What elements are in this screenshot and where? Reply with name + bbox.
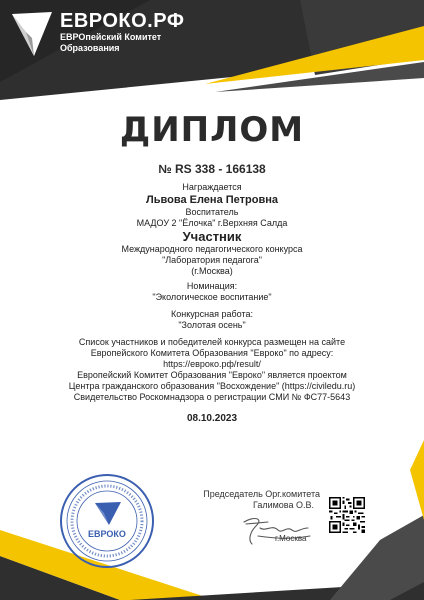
nomination-value: "Экологическое воспитание" <box>152 292 272 302</box>
work-value: "Золотая осень" <box>178 320 246 330</box>
diploma-content <box>40 162 384 424</box>
signatory-block <box>190 489 320 511</box>
signatory-title: Председатель Орг.комитета <box>203 489 320 499</box>
official-stamp <box>59 473 155 569</box>
paper-plane-icon <box>10 10 54 58</box>
contest-line-2: "Лаборатория педагога" <box>162 255 262 265</box>
info-line-6: Свидетельство Роскомнадзора о регистрации СМИ № ФС77-5643 <box>73 392 351 402</box>
work-label: Конкурсная работа: <box>170 309 253 319</box>
brand-name: ЕВРОКО.РФ <box>60 10 185 32</box>
recipient-position: Воспитатель <box>185 207 239 217</box>
info-line-2: Европейского Комитета Образования "Евроко" по адресу: <box>90 348 334 358</box>
nomination-label: Номинация: <box>186 281 238 291</box>
info-line-5: Центра гражданского образования "Восхождение" (https://civiledu.ru) <box>68 381 356 391</box>
info-line-3: https://евроко.рф/result/ <box>163 359 261 369</box>
handwritten-signature <box>238 514 318 550</box>
brand-logo <box>10 10 184 58</box>
contest-line-1: Международного педагогического конкурса <box>121 244 303 254</box>
info-line-1: Список участников и победителей конкурса размещен на сайте <box>78 337 346 347</box>
info-line-4: Европейский Комитет Образования "Евроко" является проектом <box>77 370 347 380</box>
diploma-title: ДИПЛОМ <box>119 110 305 150</box>
award-status: Участник <box>182 229 242 244</box>
signatory-city: г.Москва <box>275 534 307 543</box>
qr-code <box>329 497 365 533</box>
diploma-number: № RS 338 - 166138 <box>158 162 266 176</box>
contest-city: (г.Москва) <box>191 266 233 276</box>
brand-subtitle-1: ЕВРОпейский Комитет <box>60 32 162 42</box>
issue-date: 08.10.2023 <box>186 413 238 424</box>
recipient-name: Львова Елена Петровна <box>146 194 278 206</box>
brand-subtitle-2: Образования <box>60 43 120 53</box>
stamp-center-text: ЕВРОКО <box>88 529 126 539</box>
recipient-organization: МАДОУ 2 "Ёлочка" г.Верхняя Салда <box>136 218 288 228</box>
signatory-name: Галимова О.В. <box>252 500 314 510</box>
awarded-label: Награждается <box>182 182 242 192</box>
